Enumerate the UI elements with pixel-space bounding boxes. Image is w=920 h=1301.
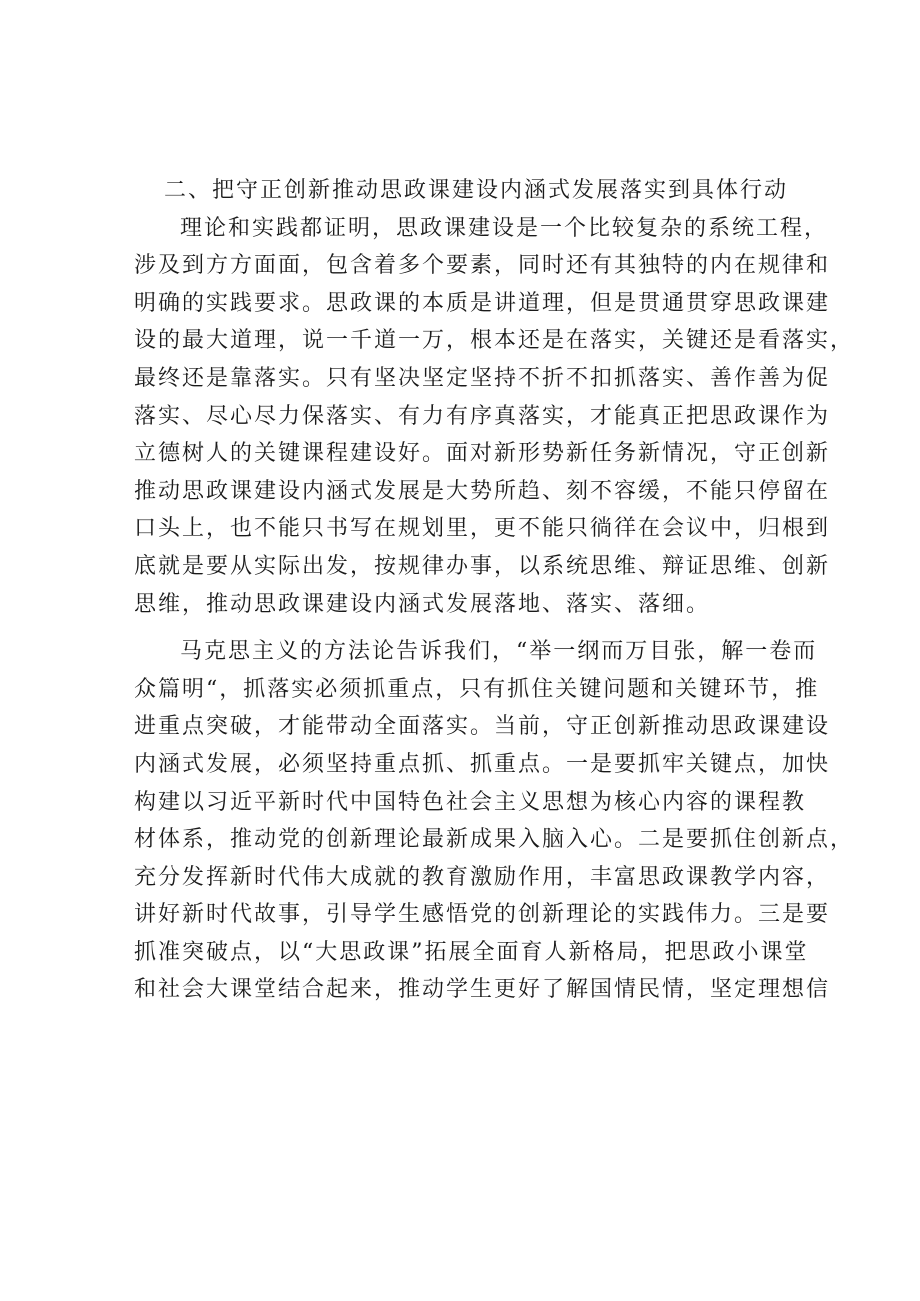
text-line: 众篇明“，抓落实必须抓重点，只有抓住关键问题和关键环节，推 xyxy=(134,676,820,702)
text-line: 设的最大道理，说一千道一万，根本还是在落实，关键还是看落实， xyxy=(134,328,855,354)
text-line: 抓准突破点，以“大思政课”拓展全面育人新格局，把思政小课堂 xyxy=(134,939,809,965)
section-heading: 二、把守正创新推动思政课建设内涵式发展落实到具体行动 xyxy=(164,178,789,203)
text-line: 口头上，也不能只书写在规划里，更不能只徜徉在会议中，归根到 xyxy=(134,516,831,542)
text-line: 马克思主义的方法论告诉我们，“举一纲而万目张，解一卷而 xyxy=(180,639,818,665)
text-line: 充分发挥新时代伟大成就的教育激励作用，丰富思政课教学内容， xyxy=(134,864,831,890)
text-line: 构建以习近平新时代中国特色社会主义思想为核心内容的课程教 xyxy=(134,789,807,815)
text-line: 最终还是靠落实。只有坚决坚定坚持不折不扣抓落实、善作善为促 xyxy=(134,365,831,391)
text-line: 进重点突破，才能带动全面落实。当前，守正创新推动思政课建设 xyxy=(134,714,831,740)
text-line: 思维，推动思政课建设内涵式发展落地、落实、落细。 xyxy=(134,591,711,617)
text-line: 涉及到方方面面，包含着多个要素，同时还有其独特的内在规律和 xyxy=(134,253,831,279)
text-line: 推动思政课建设内涵式发展是大势所趋、刻不容缓，不能只停留在 xyxy=(134,478,831,504)
paragraph-1 xyxy=(134,210,855,624)
text-line: 底就是要从实际出发，按规律办事，以系统思维、辩证思维、创新 xyxy=(134,553,831,579)
text-line: 讲好新时代故事，引导学生感悟党的创新理论的实践伟力。三是要 xyxy=(134,902,831,928)
text-line: 明确的实践要求。思政课的本质是讲道理，但是贯通贯穿思政课建 xyxy=(134,290,831,316)
text-line: 材体系，推动党的创新理论最新成果入脑入心。二是要抓住创新点， xyxy=(134,827,855,853)
text-line: 落实、尽心尽力保落实、有力有序真落实，才能真正把思政课作为 xyxy=(134,403,831,429)
paragraph-2 xyxy=(134,633,855,1009)
text-line: 立德树人的关键课程建设好。面对新形势新任务新情况，守正创新 xyxy=(134,441,831,467)
paragraph-spacer xyxy=(134,623,796,633)
text-line: 和社会大课堂结合起来，推动学生更好了解国情民情，坚定理想信 xyxy=(134,977,831,1003)
text-line: 理论和实践都证明，思政课建设是一个比较复杂的系统工程， xyxy=(180,215,829,241)
document-body xyxy=(134,172,855,1009)
text-line: 内涵式发展，必须坚持重点抓、抓重点。一是要抓牢关键点，加快 xyxy=(134,751,831,777)
